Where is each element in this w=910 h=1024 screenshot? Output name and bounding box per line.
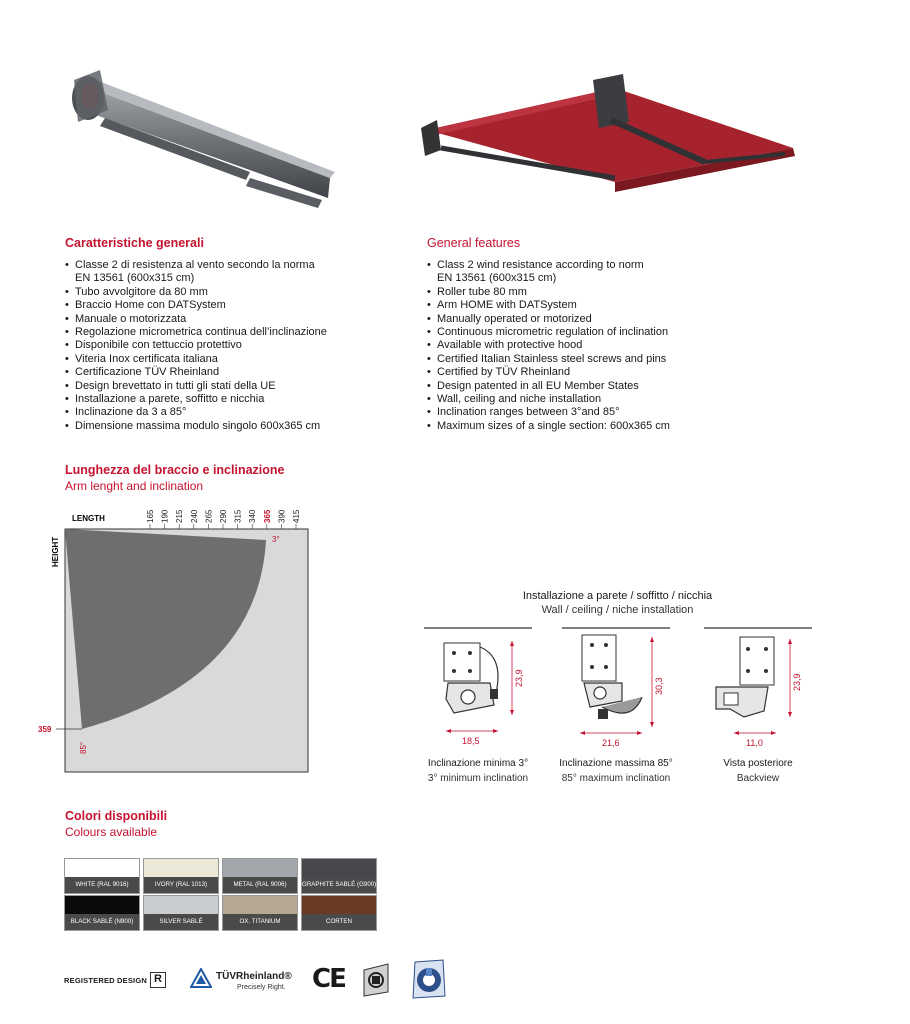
fig-back-height: 23,9: [792, 673, 802, 691]
colours-title-it: Colori disponibili: [65, 809, 168, 823]
swatch-label: OX. TITANIUM: [223, 914, 297, 930]
install-figure-min: [424, 627, 532, 752]
length-tick-label: 265: [204, 509, 214, 523]
colours-section-header: [65, 809, 167, 839]
length-tick-label: 365: [262, 509, 272, 523]
length-tick-label: 290: [219, 509, 228, 523]
swatch-label: SILVER SABLÉ: [144, 914, 218, 930]
features_en-item: • Maximum sizes of a single section: 600x365 cm: [427, 420, 757, 433]
features_en-item: • Certified Italian Stainless steel screws and pins: [427, 353, 757, 366]
caption-back-en: Backview: [736, 773, 780, 784]
swatch-chip: [65, 896, 139, 916]
caption-max: [556, 758, 676, 784]
features_en-item: • Certified by TÜV Rheinland: [427, 366, 757, 379]
fig-min-height: 23,9: [514, 669, 524, 687]
features_it-item: • Dimensione massima modulo singolo 600x365 cm: [65, 420, 395, 433]
swatch-chip: [65, 859, 139, 879]
colour-swatch: [64, 858, 140, 894]
features_it-item: EN 13561 (600x315 cm): [75, 272, 195, 285]
caption-min-en: 3° minimum inclination: [427, 773, 529, 784]
features_it-item: • Braccio Home con DATSystem: [65, 299, 395, 312]
features_it-item: • Disponibile con tettuccio protettivo: [65, 339, 395, 352]
folded-awning-image: [60, 60, 350, 210]
features-italian: [65, 236, 395, 433]
colour-swatch: [301, 858, 377, 894]
features_it-item: • Tubo avvolgitore da 80 mm: [65, 286, 395, 299]
colour-swatch: [64, 895, 140, 931]
swatch-chip: [144, 896, 218, 916]
warranty-badge-icon: [409, 958, 449, 1002]
arm-title-it: Lunghezza del braccio e inclinazione: [65, 463, 285, 477]
features_en-item: • Arm HOME with DATSystem: [427, 299, 757, 312]
height-label: HEIGHT: [51, 536, 60, 567]
ce-mark-icon: CE: [312, 964, 345, 994]
length-label: LENGTH: [72, 514, 105, 523]
length-tick-label: 165: [146, 509, 155, 523]
install-figure-back: [704, 627, 812, 752]
angle-max-label: 85°: [79, 741, 88, 754]
features_it-item: • Regolazione micrometrica continua dell’inclinazione: [65, 326, 395, 339]
fig-max-width: 21,6: [602, 738, 620, 748]
colours-title-en: Colours available: [65, 825, 158, 839]
caption-max-en: 85° maximum inclination: [561, 773, 671, 784]
caption-back: [698, 758, 818, 784]
length-tick-label: 215: [175, 509, 185, 523]
swatch-label: CORTEN: [302, 914, 376, 930]
features_en-item: • Available with protective hood: [427, 339, 757, 352]
colour-swatch: [301, 895, 377, 931]
swatch-chip: [302, 896, 376, 916]
height-value: 359: [38, 725, 52, 734]
fig-max-height: 30,3: [654, 677, 664, 695]
length-tick-label: 390: [277, 509, 287, 523]
swatch-label: METAL (RAL 9006): [223, 877, 297, 893]
install-figure-max: [562, 627, 670, 752]
swatch-label: WHITE (RAL 9016): [65, 877, 139, 893]
caption-back-it: Vista posteriore: [723, 758, 793, 769]
colour-swatch: [143, 895, 219, 931]
swatch-chip: [223, 896, 297, 916]
features-list-en: [427, 259, 757, 433]
features_en-item: • Continuous micrometric regulation of inclination: [427, 326, 757, 339]
open-awning-image: [415, 70, 805, 200]
length-tick-label: 240: [189, 509, 199, 523]
swatch-chip: [223, 859, 297, 879]
registered-design-label: REGISTERED DESIGN: [64, 976, 147, 985]
swatch-chip: [302, 859, 376, 879]
length-tick-label: 340: [248, 509, 258, 523]
colour-swatch: [222, 895, 298, 931]
features_it-item: • Manuale o motorizzata: [65, 313, 395, 326]
stainless-steel-cert-icon: [360, 962, 392, 998]
tuv-tagline: Precisely Right.: [237, 984, 286, 991]
fig-min-width: 18,5: [462, 736, 480, 746]
features_en-item: • Manually operated or motorized: [427, 313, 757, 326]
tuv-triangle-icon: [190, 968, 212, 988]
certification-logos: [64, 962, 464, 1007]
installation-section-header: [420, 590, 815, 616]
caption-max-it: Inclinazione massima 85°: [559, 758, 673, 769]
install-title-en: Wall / ceiling / niche installation: [541, 604, 694, 616]
swatch-chip: [144, 859, 218, 879]
swatch-label: BLACK SABLÉ (N900): [65, 914, 139, 930]
features_it-item: • Inclinazione da 3 a 85°: [65, 406, 395, 419]
arm-title-en: Arm lenght and inclination: [65, 479, 204, 493]
features-english: [427, 236, 757, 433]
features_it-item: • Classe 2 di resistenza al vento secondo la norma: [65, 259, 395, 272]
arm-inclination-diagram: [36, 500, 326, 790]
fig-back-width: 11,0: [746, 738, 763, 748]
length-tick-label: 415: [292, 509, 301, 523]
features_en-item: • Wall, ceiling and niche installation: [427, 393, 757, 406]
colour-swatch: [143, 858, 219, 894]
length-tick-label: 190: [160, 509, 170, 523]
length-tick-label: 315: [233, 509, 243, 523]
features_en-item: • Design patented in all EU Member States: [427, 380, 757, 393]
features_it-item: • Design brevettato in tutti gli stati della UE: [65, 380, 395, 393]
features-list-it: [65, 259, 395, 433]
features_en-item: • Roller tube 80 mm: [427, 286, 757, 299]
caption-min-it: Inclinazione minima 3°: [427, 758, 529, 769]
tuv-name: TÜVRheinland®: [216, 971, 292, 982]
features_it-item: • Certificazione TÜV Rheinland: [65, 366, 395, 379]
features_it-item: • Installazione a parete, soffitto e nicchia: [65, 393, 395, 406]
swatch-label: GRAPHITE SABLÉ (G900): [302, 877, 376, 893]
features-title-en: General features: [427, 236, 521, 250]
colour-swatch: [222, 858, 298, 894]
features_en-item: • Inclination ranges between 3°and 85°: [427, 406, 757, 419]
features-title-it: Caratteristiche generali: [65, 236, 204, 250]
registered-r-icon: R: [150, 972, 166, 988]
swatch-label: IVORY (RAL 1013): [144, 877, 218, 893]
features_en-item: EN 13561 (600x315 cm): [437, 272, 557, 285]
length-ticks: [146, 509, 301, 529]
features_en-item: • Class 2 wind resistance according to norm: [427, 259, 757, 272]
caption-min: [418, 758, 538, 784]
features_it-item: • Viteria Inox certificata italiana: [65, 353, 395, 366]
arm-section-header: [65, 463, 285, 493]
install-title-it: Installazione a parete / soffitto / nicchia: [522, 590, 713, 602]
angle-min-label: 3°: [272, 535, 280, 544]
